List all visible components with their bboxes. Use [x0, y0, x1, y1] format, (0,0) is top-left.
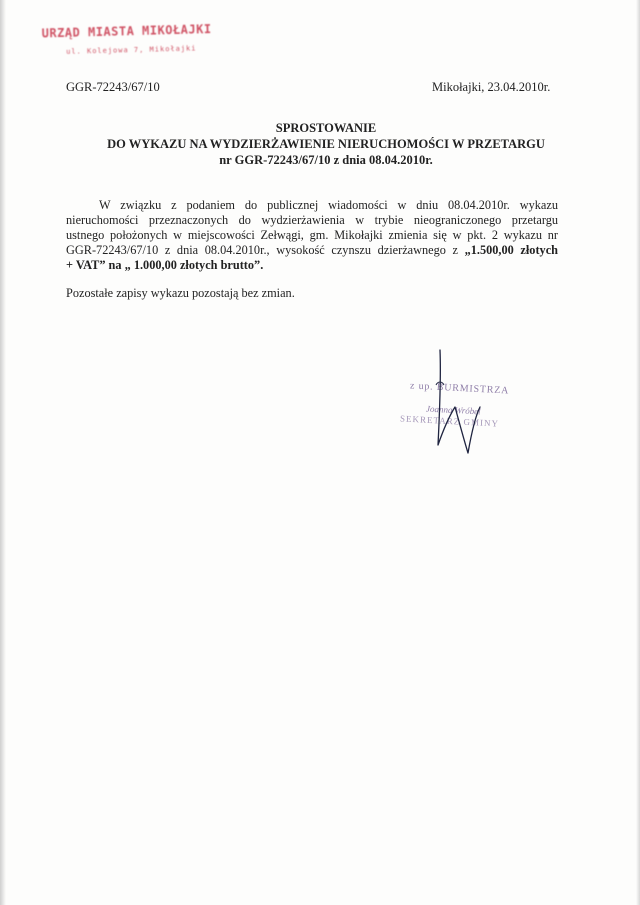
stamp-line-2: ul. Kolejowa 7, Mikołajki: [66, 44, 197, 56]
place-and-date: Mikołajki, 23.04.2010r.: [432, 80, 551, 94]
reference-number: GGR-72243/67/10: [66, 80, 160, 94]
signature-stamp-line-3: SEKRETARZ GMINY: [399, 413, 500, 429]
body-line-2: nieruchomości przeznaczonych do wydzierżawienia w trybie nieograniczonego przetargu: [66, 213, 558, 227]
body-line-3: ustnego położonych w miejscowości Zełwągi, gm. Mikołajki zmienia się w pkt. 2 wykazu nr: [66, 228, 558, 242]
signature-stamp-line-2: Joanna Wróbel: [425, 403, 481, 417]
scan-edge-left: [0, 0, 6, 905]
handwritten-signature: [400, 345, 540, 465]
document-title: SPROSTOWANIE: [275, 121, 377, 135]
closing-sentence: Pozostałe zapisy wykazu pozostają bez zmian.: [66, 286, 295, 300]
document-subtitle-number: nr GGR-72243/67/10 z dnia 08.04.2010r.: [219, 153, 433, 167]
signature-stamp-line-1: z up. BURMISTRZA: [409, 380, 510, 397]
signature-block: [400, 345, 540, 465]
scan-edge-right: [636, 0, 640, 905]
body-line-4-text: GGR-72243/67/10 z dnia 08.04.2010r., wysokość czynszu dzierżawnego z: [66, 243, 465, 257]
body-line-4-amount: „1.500,00 złotych: [464, 243, 558, 257]
document-subtitle: DO WYKAZU NA WYDZIERŻAWIENIE NIERUCHOMOŚCI W PRZETARGU: [107, 137, 545, 151]
body-line-4: [66, 243, 558, 258]
body-line-5: [66, 258, 558, 273]
office-stamp: [41, 20, 232, 71]
body-line-5-amount: + VAT” na „ 1.000,00 złotych brutto”.: [66, 258, 264, 272]
stamp-line-1: URZĄD MIASTA MIKOŁAJKI: [41, 22, 212, 41]
body-line-1: W związku z podaniem do publicznej wiadomości w dniu 08.04.2010r. wykazu: [99, 198, 558, 212]
